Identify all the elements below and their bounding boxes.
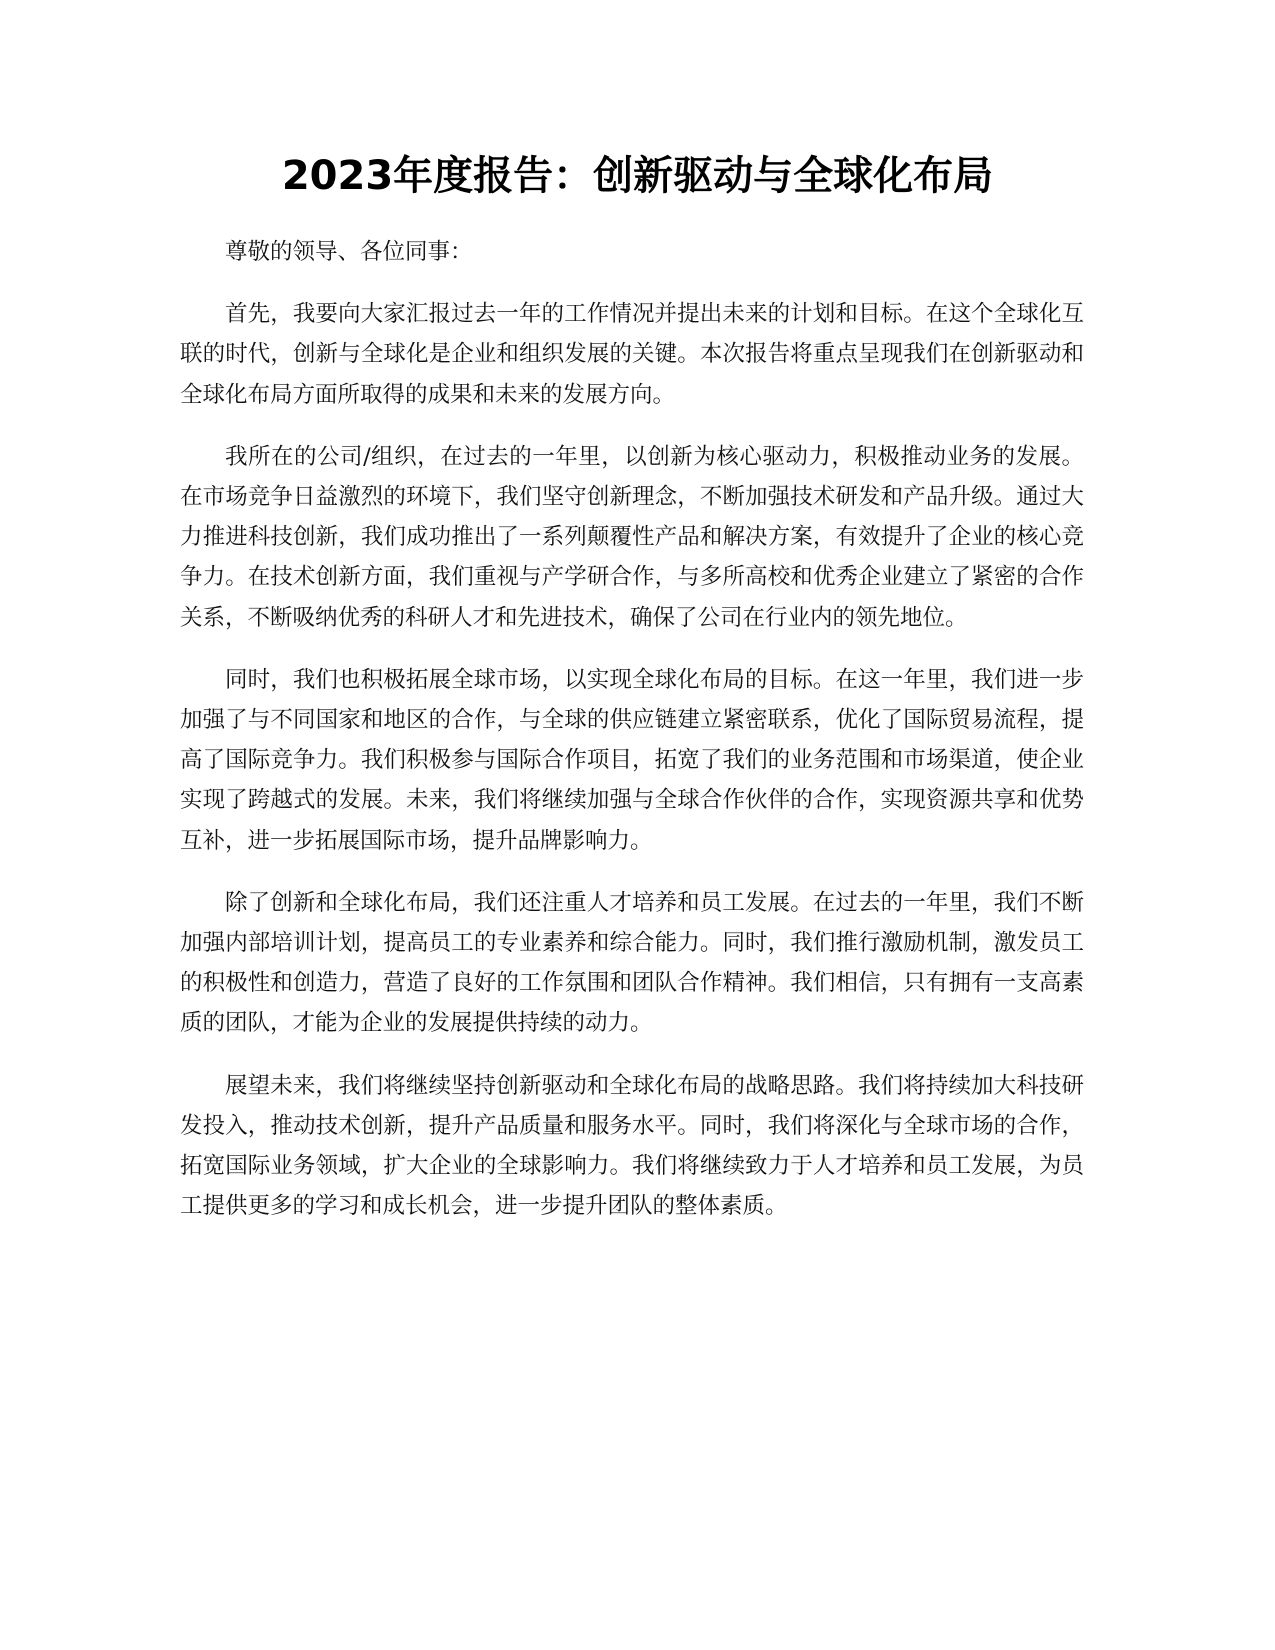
innovation-paragraph: 我所在的公司/组织，在过去的一年里，以创新为核心驱动力，积极推动业务的发展。在市场竞争日益激烈的环境下，我们坚守创新理念，不断加强技术研发和产品升级。通过大力推进科技创新，我们成功推出了一系列颠覆性产品和解决方案，有效提升了企业的核心竞争力。在技术创新方面，我们重视与产学研合作，与多所高校和优秀企业建立了紧密的合作关系，不断吸纳优秀的科研人才和先进技术，确保了公司在行业内的领先地位。 (180, 443, 1084, 631)
intro-paragraph: 首先，我要向大家汇报过去一年的工作情况并提出未来的计划和目标。在这个全球化互联的时代，创新与全球化是企业和组织发展的关键。本次报告将重点呈现我们在创新驱动和全球化布局方面所取得的成果和未来的发展方向。 (180, 301, 1084, 408)
outlook-paragraph: 展望未来，我们将继续坚持创新驱动和全球化布局的战略思路。我们将持续加大科技研发投入，推动技术创新，提升产品质量和服务水平。同时，我们将深化与全球市场的合作，拓宽国际业务领域，扩大企业的全球影响力。我们将继续致力于人才培养和员工发展，为员工提供更多的学习和成长机会，进一步提升团队的整体素质。 (180, 1072, 1084, 1220)
talent-paragraph: 除了创新和全球化布局，我们还注重人才培养和员工发展。在过去的一年里，我们不断加强内部培训计划，提高员工的专业素养和综合能力。同时，我们推行激励机制，激发员工的积极性和创造力，营造了良好的工作氛围和团队合作精神。我们相信，只有拥有一支高素质的团队，才能为企业的发展提供持续的动力。 (180, 889, 1084, 1037)
document-title: 2023年度报告：创新驱动与全球化布局 (281, 153, 994, 199)
salutation-paragraph: 尊敬的领导、各位同事： (225, 239, 473, 265)
document-body (180, 232, 1084, 1248)
globalization-paragraph: 同时，我们也积极拓展全球市场，以实现全球化布局的目标。在这一年里，我们进一步加强了与不同国家和地区的合作，与全球的供应链建立紧密联系，优化了国际贸易流程，提高了国际竞争力。我们积极参与国际合作项目，拓宽了我们的业务范围和市场渠道，使企业实现了跨越式的发展。未来，我们将继续加强与全球合作伙伴的合作，实现资源共享和优势互补，进一步拓展国际市场，提升品牌影响力。 (180, 666, 1084, 854)
